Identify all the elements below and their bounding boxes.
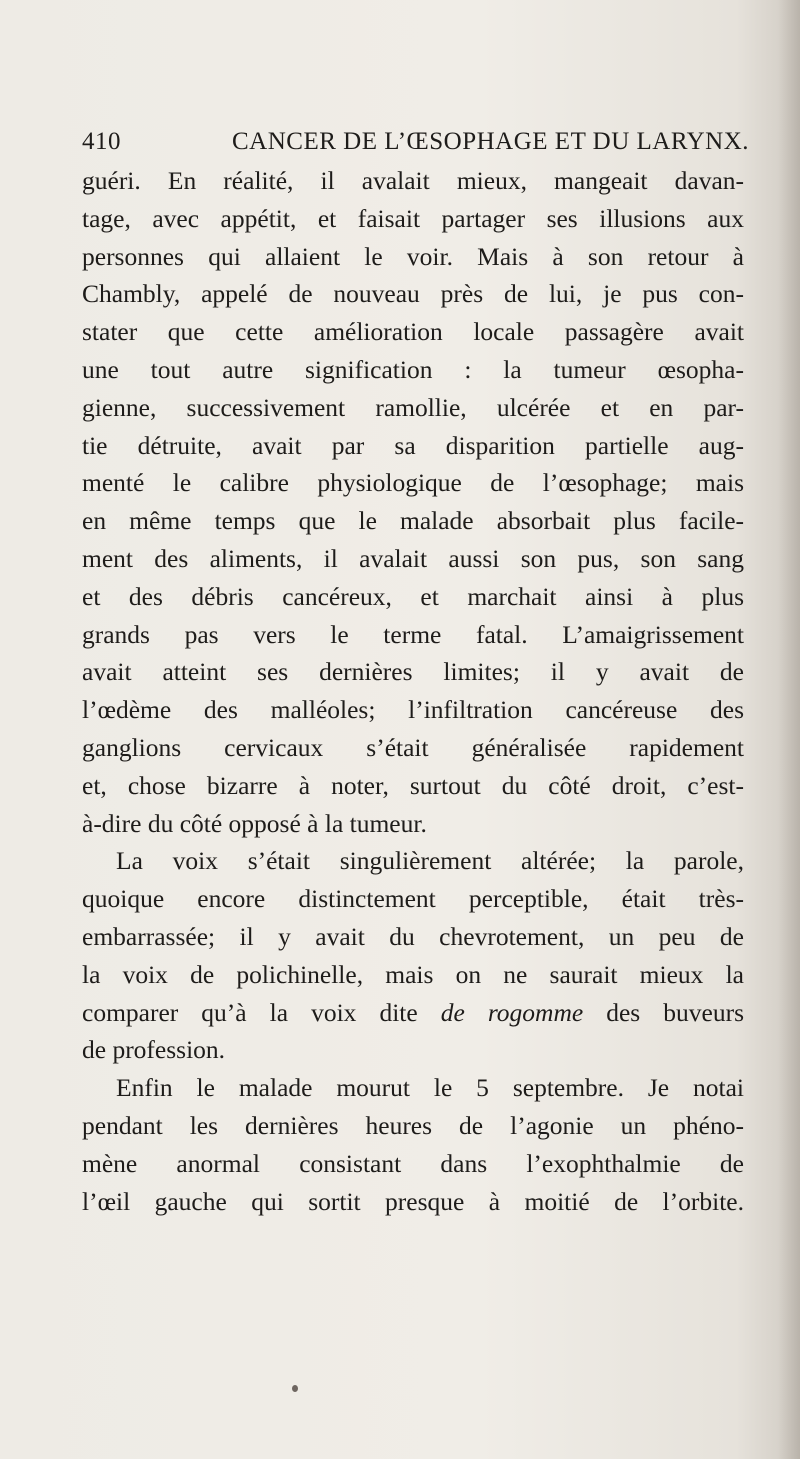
text-line: ment des aliments, il avalait aussi son pus, son sang [82, 543, 744, 573]
text-line-mixed [82, 994, 744, 1032]
text-line: tie détruite, avait par sa disparition partielle aug- [82, 430, 744, 460]
text-line: et, chose bizarre à noter, surtout du côté droit, c’est- [82, 770, 744, 800]
ink-speck [292, 1385, 298, 1392]
text-line: de profession. [82, 1035, 226, 1065]
text-line: l’œil gauche qui sortit presque à moitié de l’orbite. [82, 1186, 744, 1216]
text-line: gienne, successivement ramollie, ulcérée et en par- [82, 392, 744, 422]
text-segment: comparer qu’à la voix dite [82, 997, 418, 1027]
text-line: en même temps que le malade absorbait plus facile- [82, 506, 744, 536]
page-number: 410 [82, 128, 121, 155]
running-title: CANCER DE L’ŒSOPHAGE ET DU LARYNX. [232, 128, 750, 155]
text-line: la voix de polichinelle, mais on ne saurait mieux la [82, 959, 744, 989]
text-line: une tout autre signification : la tumeur œsopha- [82, 354, 744, 384]
text-line: grands pas vers le terme fatal. L’amaigrissement [82, 619, 744, 649]
body-text [82, 162, 744, 1220]
text-line: Enfin le malade mourut le 5 septembre. Je notai [116, 1073, 744, 1103]
text-line: l’œdème des malléoles; l’infiltration cancéreuse des [82, 695, 744, 725]
text-line: à-dire du côté opposé à la tumeur. [82, 808, 427, 838]
text-line: ganglions cervicaux s’était généralisée rapidement [82, 732, 744, 762]
page-edge-shadow [778, 0, 800, 1459]
text-line: embarrassée; il y avait du chevrotement, un peu de [82, 921, 744, 951]
text-line: quoique encore distinctement perceptible, était très- [82, 884, 744, 914]
text-line: guéri. En réalité, il avalait mieux, mangeait davan- [82, 166, 744, 195]
text-segment: des buveurs [606, 997, 744, 1027]
text-line: personnes qui allaient le voir. Mais à son retour à [82, 241, 744, 271]
text-line: avait atteint ses dernières limites; il y avait de [82, 657, 744, 687]
text-line: menté le calibre physiologique de l’œsophage; mais [82, 468, 744, 498]
text-line: stater que cette amélioration locale passagère avait [82, 317, 744, 347]
text-line: mène anormal consistant dans l’exophthalmie de [82, 1148, 744, 1178]
text-line: Chambly, appelé de nouveau près de lui, je pus con- [82, 279, 744, 309]
text-line: tage, avec appétit, et faisait partager ses illusions aux [82, 203, 744, 233]
italic-phrase: de rogomme [440, 997, 584, 1027]
text-line: et des débris cancéreux, et marchait ainsi à plus [82, 581, 744, 611]
text-line: La voix s’était singulièrement altérée; la parole, [116, 846, 744, 876]
text-line: pendant les dernières heures de l’agonie un phéno- [82, 1110, 744, 1140]
